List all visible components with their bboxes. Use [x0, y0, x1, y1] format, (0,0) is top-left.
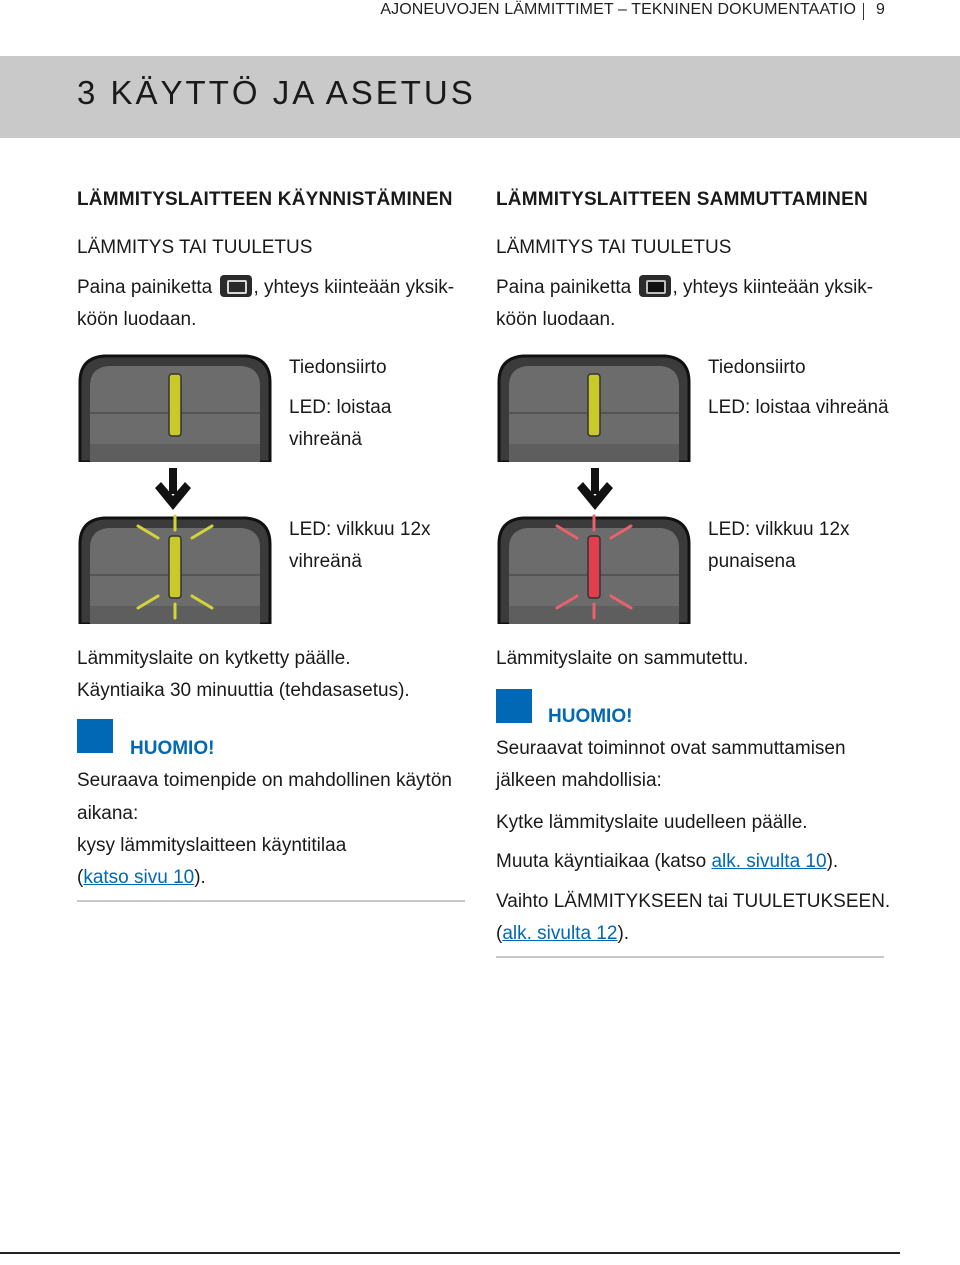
note-marker — [77, 719, 113, 753]
left-step1-caption-1: Tiedonsiirto — [289, 357, 387, 378]
left-divider — [77, 900, 465, 902]
right-instruction — [496, 272, 896, 336]
left-result-1: Lämmityslaite on kytketty päälle. — [77, 648, 351, 669]
left-instruction — [77, 272, 477, 336]
right-step1-caption-2: LED: loistaa vihreänä — [708, 397, 889, 418]
left-heading: LÄMMITYSLAITTEEN KÄYNNISTÄMINEN — [77, 189, 453, 210]
chapter-title: 3 KÄYTTÖ JA ASETUS — [77, 74, 476, 111]
right-result-1: Lämmityslaite on sammutettu. — [496, 648, 749, 669]
right-instruction-before: Paina painiketta — [496, 277, 637, 298]
left-note-4-post: ). — [194, 867, 206, 888]
right-action-1: Kytke lämmityslaite uudelleen päälle. — [496, 812, 808, 833]
left-step2-caption-2: vihreänä — [289, 551, 362, 572]
left-note-3: kysy lämmityslaitteen käyntitilaa — [77, 835, 347, 856]
right-subheading: LÄMMITYS TAI TUULETUS — [496, 237, 732, 258]
running-header — [0, 0, 960, 24]
arrow-down-icon — [575, 468, 615, 512]
page-link[interactable]: katso sivu 10 — [83, 867, 195, 888]
note-marker — [496, 689, 532, 723]
arrow-down-icon — [153, 468, 193, 512]
right-note-2: jälkeen mahdollisia: — [496, 770, 662, 791]
right-heading: LÄMMITYSLAITTEEN SAMMUTTAMINEN — [496, 189, 868, 210]
right-action-4 — [496, 918, 629, 950]
page-link[interactable]: alk. sivulta 12 — [502, 923, 618, 944]
left-note-2: aikana: — [77, 803, 139, 824]
remote-device-blinking-icon — [497, 512, 693, 624]
right-step1-caption-1: Tiedonsiirto — [708, 357, 806, 378]
right-action-3: Vaihto LÄMMITYKSEEN tai TUULETUKSEEN. — [496, 891, 891, 912]
left-subheading: LÄMMITYS TAI TUULETUS — [77, 237, 313, 258]
right-action-4-pre: ( — [496, 923, 503, 944]
left-step1-caption-3: vihreänä — [289, 429, 362, 450]
right-action-2 — [496, 846, 838, 878]
right-note-label: HUOMIO! — [548, 706, 633, 727]
left-note-1: Seuraava toimenpide on mahdollinen käytön — [77, 770, 452, 791]
right-action-2-post: ). — [826, 851, 839, 872]
page-link[interactable]: alk. sivulta 10 — [711, 851, 827, 872]
right-divider — [496, 956, 884, 958]
right-action-4-post: ). — [617, 923, 630, 944]
right-instruction-line2: köön luodaan. — [496, 309, 616, 330]
left-instruction-before: Paina painiketta — [77, 277, 218, 298]
left-instruction-line2: köön luodaan. — [77, 309, 197, 330]
right-step2-caption-1: LED: vilkkuu 12x — [708, 519, 850, 540]
header-divider — [863, 3, 864, 20]
remote-device-icon — [497, 352, 693, 462]
right-note-1: Seuraavat toiminnot ovat sammuttamisen — [496, 738, 846, 759]
left-instruction-after: , yhteys kiinteään yksik- — [253, 277, 455, 298]
left-step2-caption-1: LED: vilkkuu 12x — [289, 519, 431, 540]
running-header-title: AJONEUVOJEN LÄMMITTIMET – TEKNINEN DOKUMENTAATIO — [380, 1, 856, 18]
button-icon — [639, 275, 671, 297]
left-note-4-pre: ( — [77, 867, 84, 888]
footer-rule — [0, 1252, 900, 1254]
remote-device-blinking-icon — [78, 512, 274, 624]
left-note-4 — [77, 862, 206, 894]
remote-device-icon — [78, 352, 274, 462]
right-instruction-after: , yhteys kiinteään yksik- — [672, 277, 874, 298]
right-step2-caption-2: punaisena — [708, 551, 796, 572]
left-note-label: HUOMIO! — [130, 738, 215, 759]
button-icon — [220, 275, 252, 297]
page-number: 9 — [876, 1, 885, 18]
left-step1-caption-2: LED: loistaa — [289, 397, 392, 418]
chapter-banner — [0, 56, 960, 138]
left-result-2: Käyntiaika 30 minuuttia (tehdasasetus). — [77, 680, 410, 701]
right-action-2-pre: Muuta käyntiaikaa (katso — [496, 851, 712, 872]
